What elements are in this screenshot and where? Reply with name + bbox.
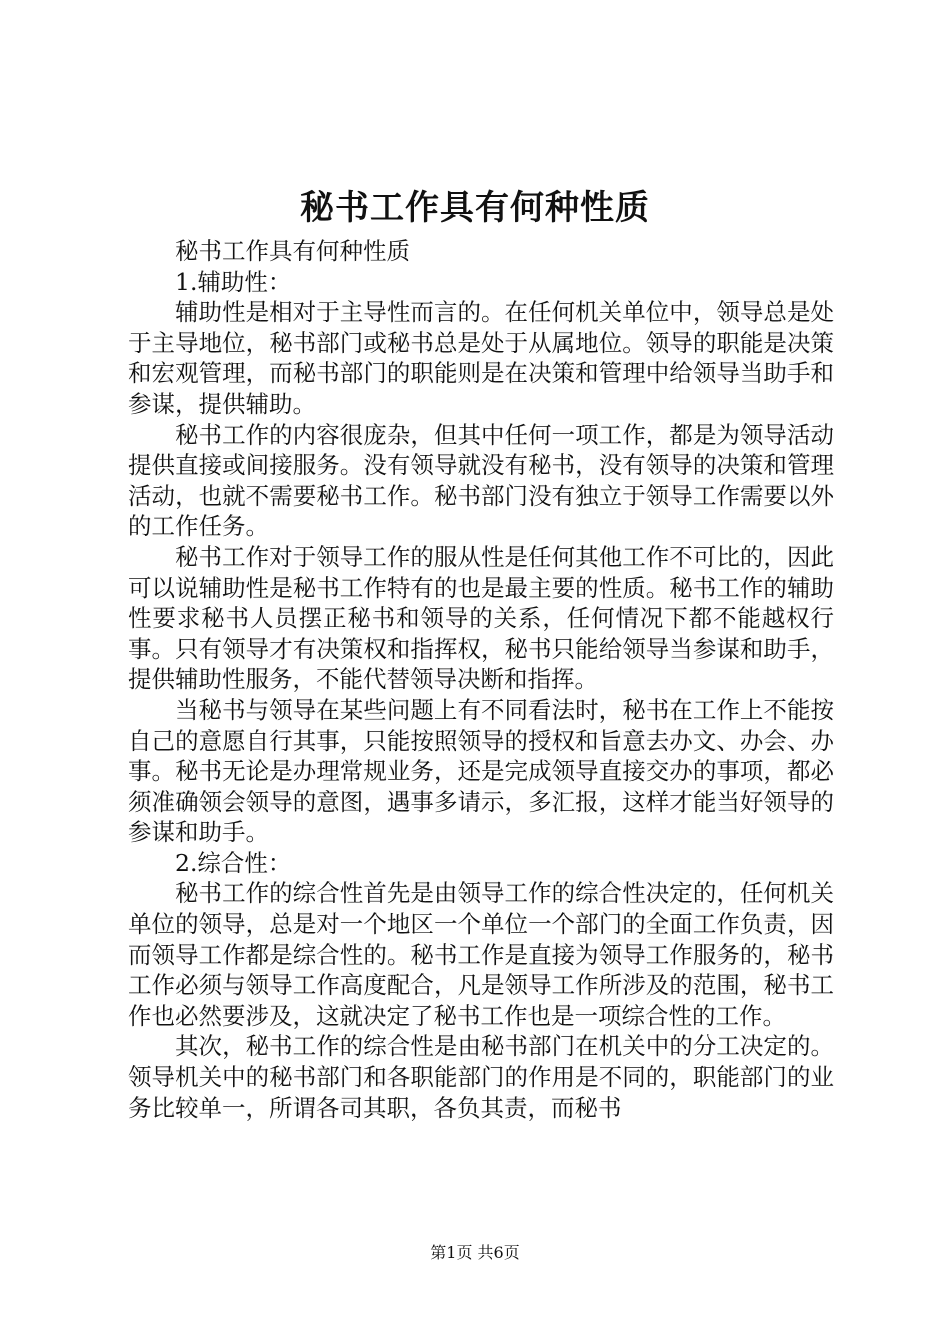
page-number-footer: 第1页 共6页 bbox=[430, 1243, 520, 1262]
section-heading-1: 1.辅助性： bbox=[175, 267, 292, 296]
paragraph-subtitle: 秘书工作具有何种性质 bbox=[175, 237, 410, 265]
page-title: 秘书工作具有何种性质 bbox=[300, 188, 650, 228]
paragraph: 秘书工作的综合性首先是由领导工作的综合性决定的，任何机关单位的领导，总是对一个地区一个单位一个部门的全面工作负责，因而领导工作都是综合性的。秘书工作是直接为领导工作服务的，秘书工作必须与领导工作高度配合，凡是领导工作所涉及的范围，秘书工作也必然要涉及，这就决定了秘书工作也是一项综合性的工作。 bbox=[128, 879, 834, 1030]
paragraph: 当秘书与领导在某些问题上有不同看法时，秘书在工作上不能按自己的意愿自行其事，只能按照领导的授权和旨意去办文、办会、办事。秘书无论是办理常规业务，还是完成领导直接交办的事项，都必须准确领会领导的意图，遇事多请示，多汇报，这样才能当好领导的参谋和助手。 bbox=[128, 695, 834, 847]
paragraph: 秘书工作的内容很庞杂，但其中任何一项工作，都是为领导活动提供直接或间接服务。没有领导就没有秘书，没有领导的决策和管理活动，也就不需要秘书工作。秘书部门没有独立于领导工作需要以外的工作任务。 bbox=[128, 420, 834, 541]
document-body bbox=[128, 236, 834, 1123]
paragraph: 秘书工作对于领导工作的服从性是任何其他工作不可比的，因此可以说辅助性是秘书工作特有的也是最主要的性质。秘书工作的辅助性要求秘书人员摆正秘书和领导的关系，任何情况下都不能越权行事。只有领导才有决策权和指挥权，秘书只能给领导当参谋和助手，提供辅助性服务，不能代替领导决断和指挥。 bbox=[128, 542, 834, 694]
paragraph: 辅助性是相对于主导性而言的。在任何机关单位中，领导总是处于主导地位，秘书部门或秘书总是处于从属地位。领导的职能是决策和宏观管理，而秘书部门的职能则是在决策和管理中给领导当助手和参谋，提供辅助。 bbox=[128, 298, 834, 418]
section-heading-2: 2.综合性： bbox=[175, 848, 292, 877]
paragraph: 其次，秘书工作的综合性是由秘书部门在机关中的分工决定的。领导机关中的秘书部门和各职能部门的作用是不同的，职能部门的业务比较单一，所谓各司其职，各负其责，而秘书 bbox=[128, 1032, 834, 1122]
